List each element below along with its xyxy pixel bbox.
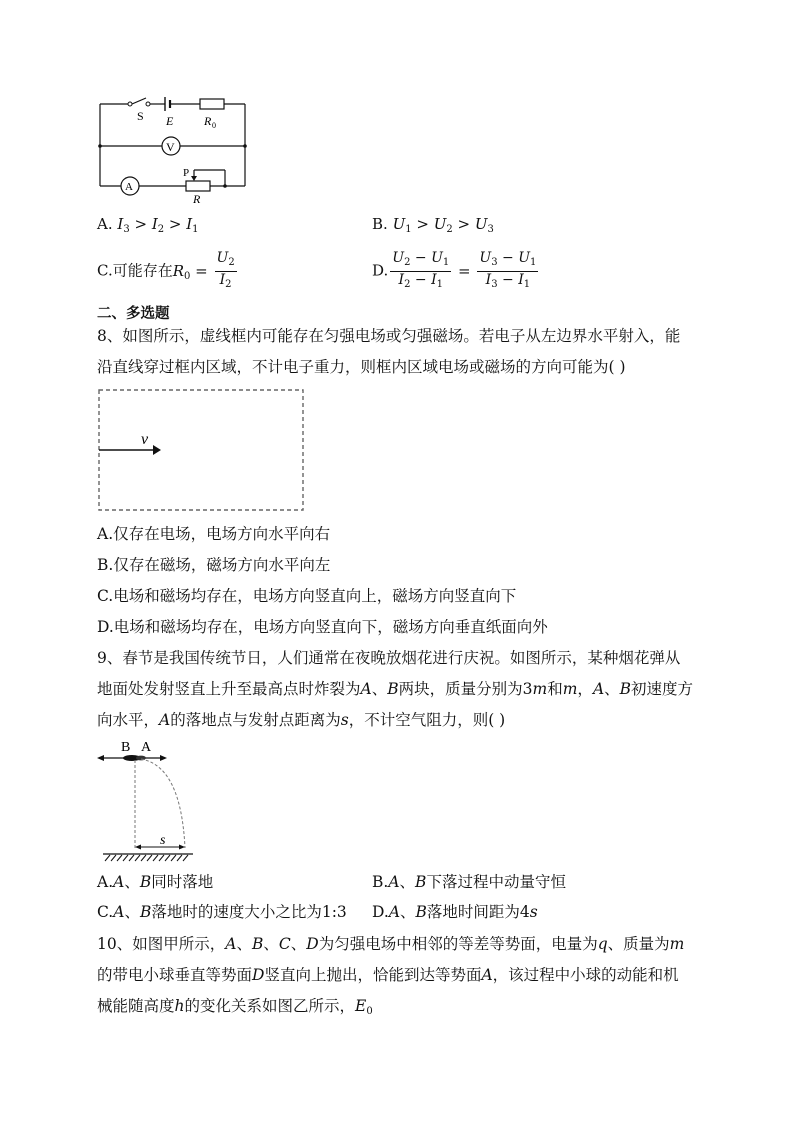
q8-option-d: D.电场和磁场均存在，电场方向竖直向下，磁场方向垂直纸面向外 xyxy=(97,618,548,636)
q10-stem-line2: 的带电小球垂直等势面D竖直向上抛出，恰能到达等势面A，该过程中小球的动能和机 xyxy=(97,966,679,984)
q8-option-a: A.仅存在电场，电场方向水平向右 xyxy=(97,525,331,543)
q7-option-d xyxy=(372,250,540,293)
r0-subscript: 0 xyxy=(212,121,216,130)
q9-option-c: C.A、B落地时的速度大小之比为1:3 xyxy=(97,903,347,921)
q7-option-c-label: C.可能存在 xyxy=(97,261,173,280)
q8-stem-line2: 沿直线穿过框内区域，不计电子重力，则框内区域电场或磁场的方向可能为( ) xyxy=(97,358,626,376)
circuit-diagram xyxy=(90,92,260,207)
q10-stem-line3: 械能随高度h的变化关系如图乙所示，$E_0$ xyxy=(97,997,373,1017)
q10-stem-line1: 10、如图甲所示，A、B、C、D为匀强电场中相邻的等差等势面，电量为q、质量为m xyxy=(97,935,685,953)
q8-field-diagram xyxy=(95,386,310,514)
q7-option-d-formula: $\frac{U_2 - U_1}{I_2 - I_1}$ = $\frac{U_3 - U_1}{I_3 - I_1}$ xyxy=(392,250,537,290)
distance-label: s xyxy=(160,833,166,848)
q8-option-b: B.仅存在磁场，磁场方向水平向左 xyxy=(97,556,331,574)
q9-option-b: B.A、B下落过程中动量守恒 xyxy=(372,873,566,891)
ammeter-label: A xyxy=(125,181,133,193)
q9-stem-line2: 地面处发射竖直上升至最高点时炸裂为A、B两块，质量分别为3m和m，A、B初速度方 xyxy=(97,680,694,698)
slider-label: P xyxy=(183,167,190,179)
r0-label: R xyxy=(204,114,212,128)
fragment-b-label: B xyxy=(121,740,131,755)
q7-option-b-formula: $U_1 > U_2 > U_3$ xyxy=(392,215,494,235)
section-title: 二、多选题 xyxy=(97,306,170,322)
q9-option-a: A.A、B同时落地 xyxy=(97,873,214,891)
voltmeter-label: V xyxy=(166,140,175,154)
rheostat-label: R xyxy=(193,192,201,206)
switch-label: S xyxy=(137,109,144,123)
q7-option-b xyxy=(372,214,494,240)
q9-stem-line1: 9、春节是我国传统节日，人们通常在夜晚放烟花进行庆祝。如图所示，某种烟花弹从 xyxy=(97,649,681,667)
q7-option-d-label: D. xyxy=(372,261,389,280)
battery-label: E xyxy=(166,114,174,128)
q7-option-a-label: A. xyxy=(97,215,113,233)
q8-option-c: C.电场和磁场均存在，电场方向竖直向上，磁场方向竖直向下 xyxy=(97,587,517,605)
q9-firework-diagram xyxy=(93,738,203,862)
q7-option-b-label: B. xyxy=(372,215,388,233)
q9-option-d: D.A、B落地时间距为4s xyxy=(372,903,538,921)
q7-option-c-formula: $R_0$ = $\frac{U_2}{I_2}$ xyxy=(172,250,235,290)
velocity-label: v xyxy=(141,431,149,448)
q8-stem-line1: 8、如图所示，虚线框内可能存在匀强电场或匀强磁场。若电子从左边界水平射入，能 xyxy=(97,327,681,345)
q7-option-a-formula: $I_3 > I_2 > I_1$ xyxy=(117,215,199,235)
q9-stem-line3: 向水平，A的落地点与发射点距离为s，不计空气阻力，则( ) xyxy=(97,711,506,729)
fragment-a-label: A xyxy=(141,740,152,755)
q7-option-a xyxy=(97,214,199,240)
q7-option-c xyxy=(97,250,239,293)
